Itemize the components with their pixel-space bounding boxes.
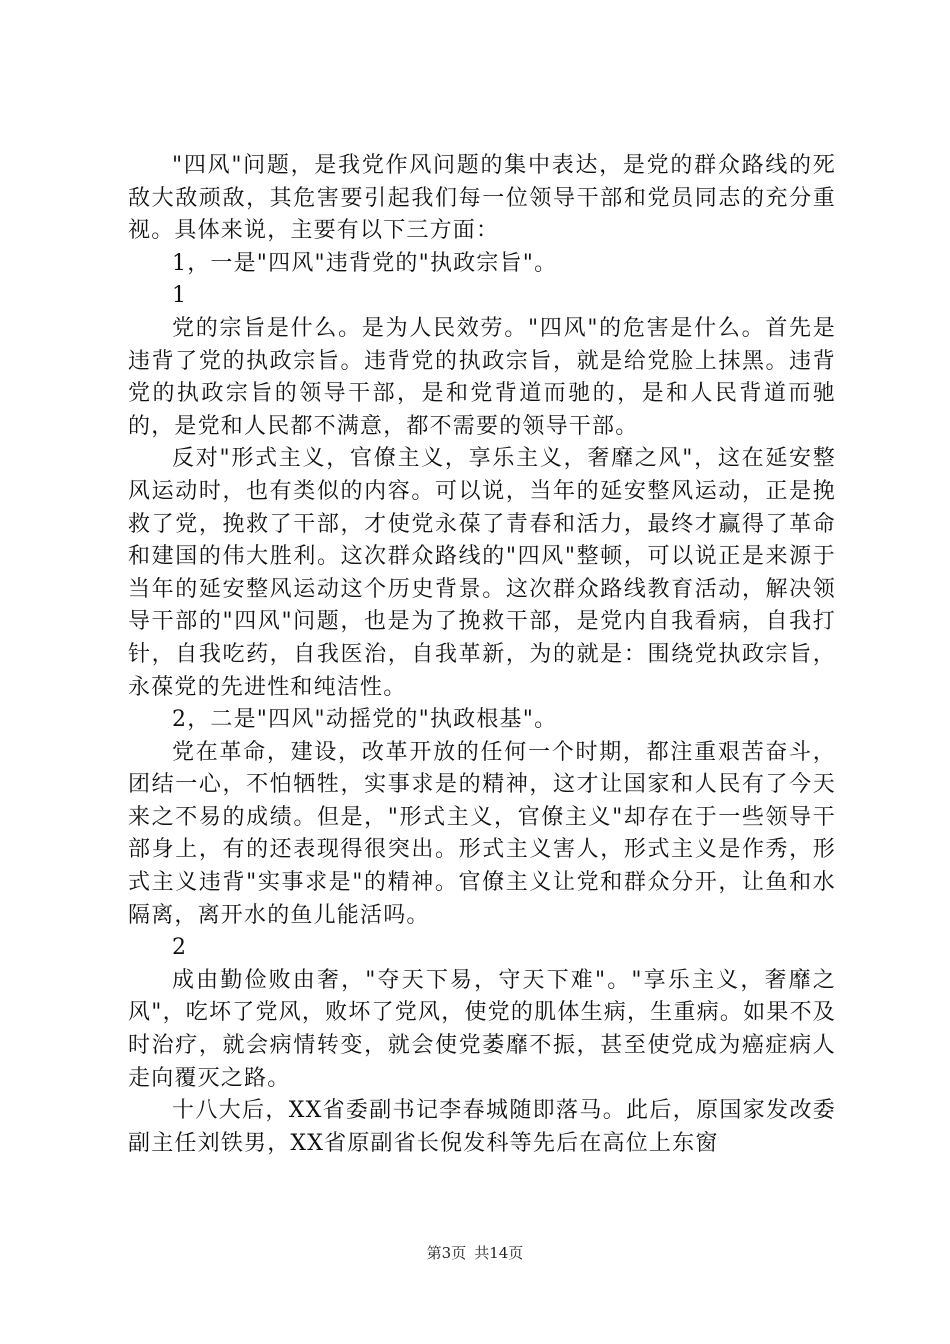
page-total: 共14页 bbox=[474, 1244, 524, 1262]
paragraph-eighteenth-congress: 十八大后，XX省委副书记李春城随即落马。此后，原国家发改委副主任刘铁男，XX省原副省长倪发科等先后在高位上东窗 bbox=[128, 1098, 836, 1156]
page-footer bbox=[0, 1243, 950, 1263]
section-marker-1: 1 bbox=[172, 283, 186, 309]
paragraph-party-purpose: 党的宗旨是什么。是为人民效劳。"四风"的危害是什么。首先是违背了党的执政宗旨。违背党的执政宗旨，就是给党脸上抹黑。违背党的执政宗旨的领导干部，是和党背道而驰的，是和人民背道而驰的，是党和人民都不满意，都不需要的领导干部。 bbox=[128, 315, 836, 439]
paragraph-intro: "四风"问题，是我党作风问题的集中表达，是党的群众路线的死敌大敌顽敌，其危害要引起我们每一位领导干部和党员同志的充分重视。具体来说，主要有以下三方面： bbox=[128, 153, 836, 244]
section-marker-2: 2 bbox=[172, 935, 186, 961]
document-body bbox=[128, 150, 836, 1160]
page-number: 第3页 bbox=[426, 1244, 467, 1262]
heading-point-1: 1，一是"四风"违背党的"执政宗旨"。 bbox=[172, 250, 558, 276]
paragraph-hard-work: 党在革命，建设，改革开放的任何一个时期，都注重艰苦奋斗，团结一心，不怕牺牲，实事求是的精神，这才让国家和人民有了今天来之不易的成绩。但是，"形式主义，官僚主义"却存在于一些领导干部身上，有的还表现得很突出。形式主义害人，形式主义是作秀，形式主义违背"实事求是"的精神。官僚主义让党和群众分开，让鱼和水隔离，离开水的鱼儿能活吗。 bbox=[128, 739, 836, 928]
heading-point-2: 2，二是"四风"动摇党的"执政根基"。 bbox=[172, 707, 558, 733]
paragraph-frugality: 成由勤俭败由奢，"夺天下易，守天下难"。"享乐主义，奢靡之风"，吃坏了党风，败坏了党风，使党的肌体生病，生重病。如果不及时治疗，就会病情转变，就会使党萎靡不振，甚至使党成为癌症病人走向覆灭之路。 bbox=[128, 967, 836, 1091]
paragraph-yanan-rectification: 反对"形式主义，官僚主义，享乐主义，奢靡之风"，这在延安整风运动时，也有类似的内容。可以说，当年的延安整风运动，正是挽救了党，挽救了干部，才使党永葆了青春和活力，最终才赢得了革命和建国的伟大胜利。这次群众路线的"四风"整顿，可以说正是来源于当年的延安整风运动这个历史背景。这次群众路线教育活动，解决领导干部的"四风"问题，也是为了挽救干部，是党内自我看病，自我打针，自我吃药，自我医治，自我革新，为的就是：围绕党执政宗旨，永葆党的先进性和纯洁性。 bbox=[128, 446, 836, 700]
